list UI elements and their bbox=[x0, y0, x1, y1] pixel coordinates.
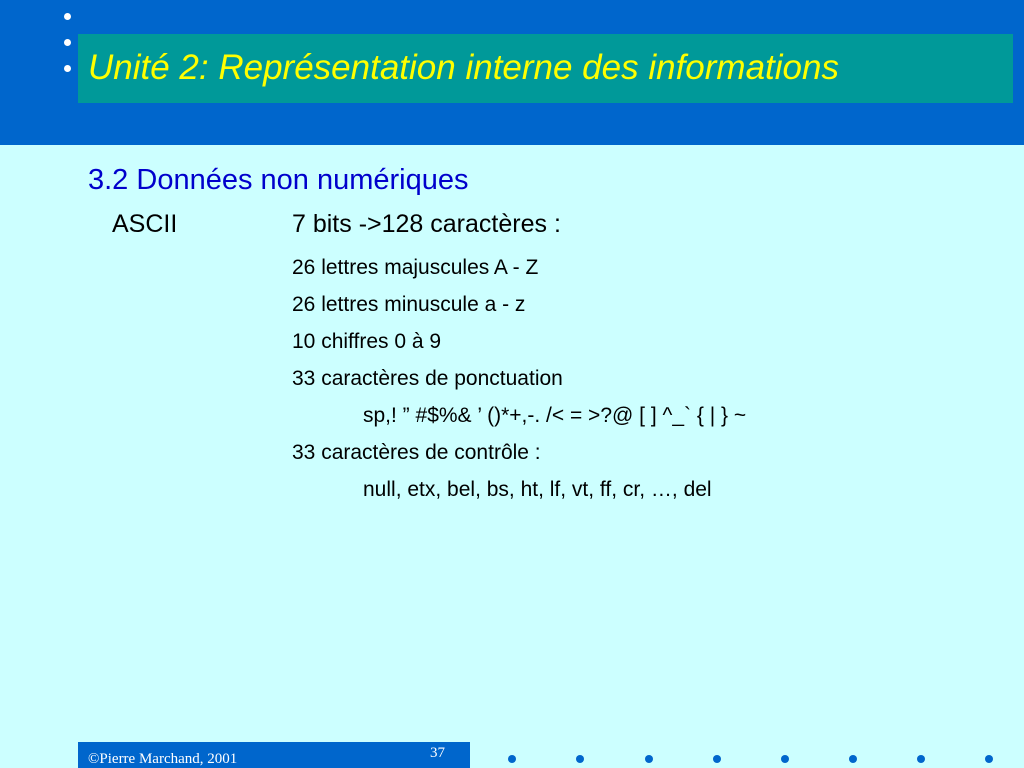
bullet-dot-icon bbox=[64, 39, 71, 46]
list-item: 10 chiffres 0 à 9 bbox=[292, 330, 442, 353]
bullet-dot-icon bbox=[64, 65, 71, 72]
section-heading: 3.2 Données non numériques bbox=[88, 164, 469, 196]
list-item-punctuation: sp,! ” #$%& ’ ()*+,-. /< = >?@ [ ] ^_` { | } ~ bbox=[363, 404, 747, 427]
footer-dot-icon bbox=[917, 755, 925, 763]
bullet-dot-icon bbox=[64, 13, 71, 20]
list-item: 33 caractères de contrôle : bbox=[292, 441, 541, 464]
footer-dot-icon bbox=[849, 755, 857, 763]
slide-title: Unité 2: Représentation interne des informations bbox=[88, 48, 839, 87]
footer-dot-icon bbox=[713, 755, 721, 763]
list-item-control-chars: null, etx, bel, bs, ht, lf, vt, ff, cr, …, del bbox=[363, 478, 712, 501]
ascii-term: ASCII bbox=[112, 210, 178, 238]
page-number: 37 bbox=[430, 745, 445, 761]
footer-dot-icon bbox=[508, 755, 516, 763]
list-item: 33 caractères de ponctuation bbox=[292, 367, 563, 390]
ascii-definition: 7 bits ->128 caractères : bbox=[292, 210, 561, 238]
footer-dot-icon bbox=[576, 755, 584, 763]
footer-dot-icon bbox=[985, 755, 993, 763]
footer-dot-icon bbox=[645, 755, 653, 763]
footer-dot-icon bbox=[781, 755, 789, 763]
list-item: 26 lettres minuscule a - z bbox=[292, 293, 526, 316]
list-item: 26 lettres majuscules A - Z bbox=[292, 256, 539, 279]
footer-credit: ©Pierre Marchand, 2001 bbox=[88, 751, 238, 767]
